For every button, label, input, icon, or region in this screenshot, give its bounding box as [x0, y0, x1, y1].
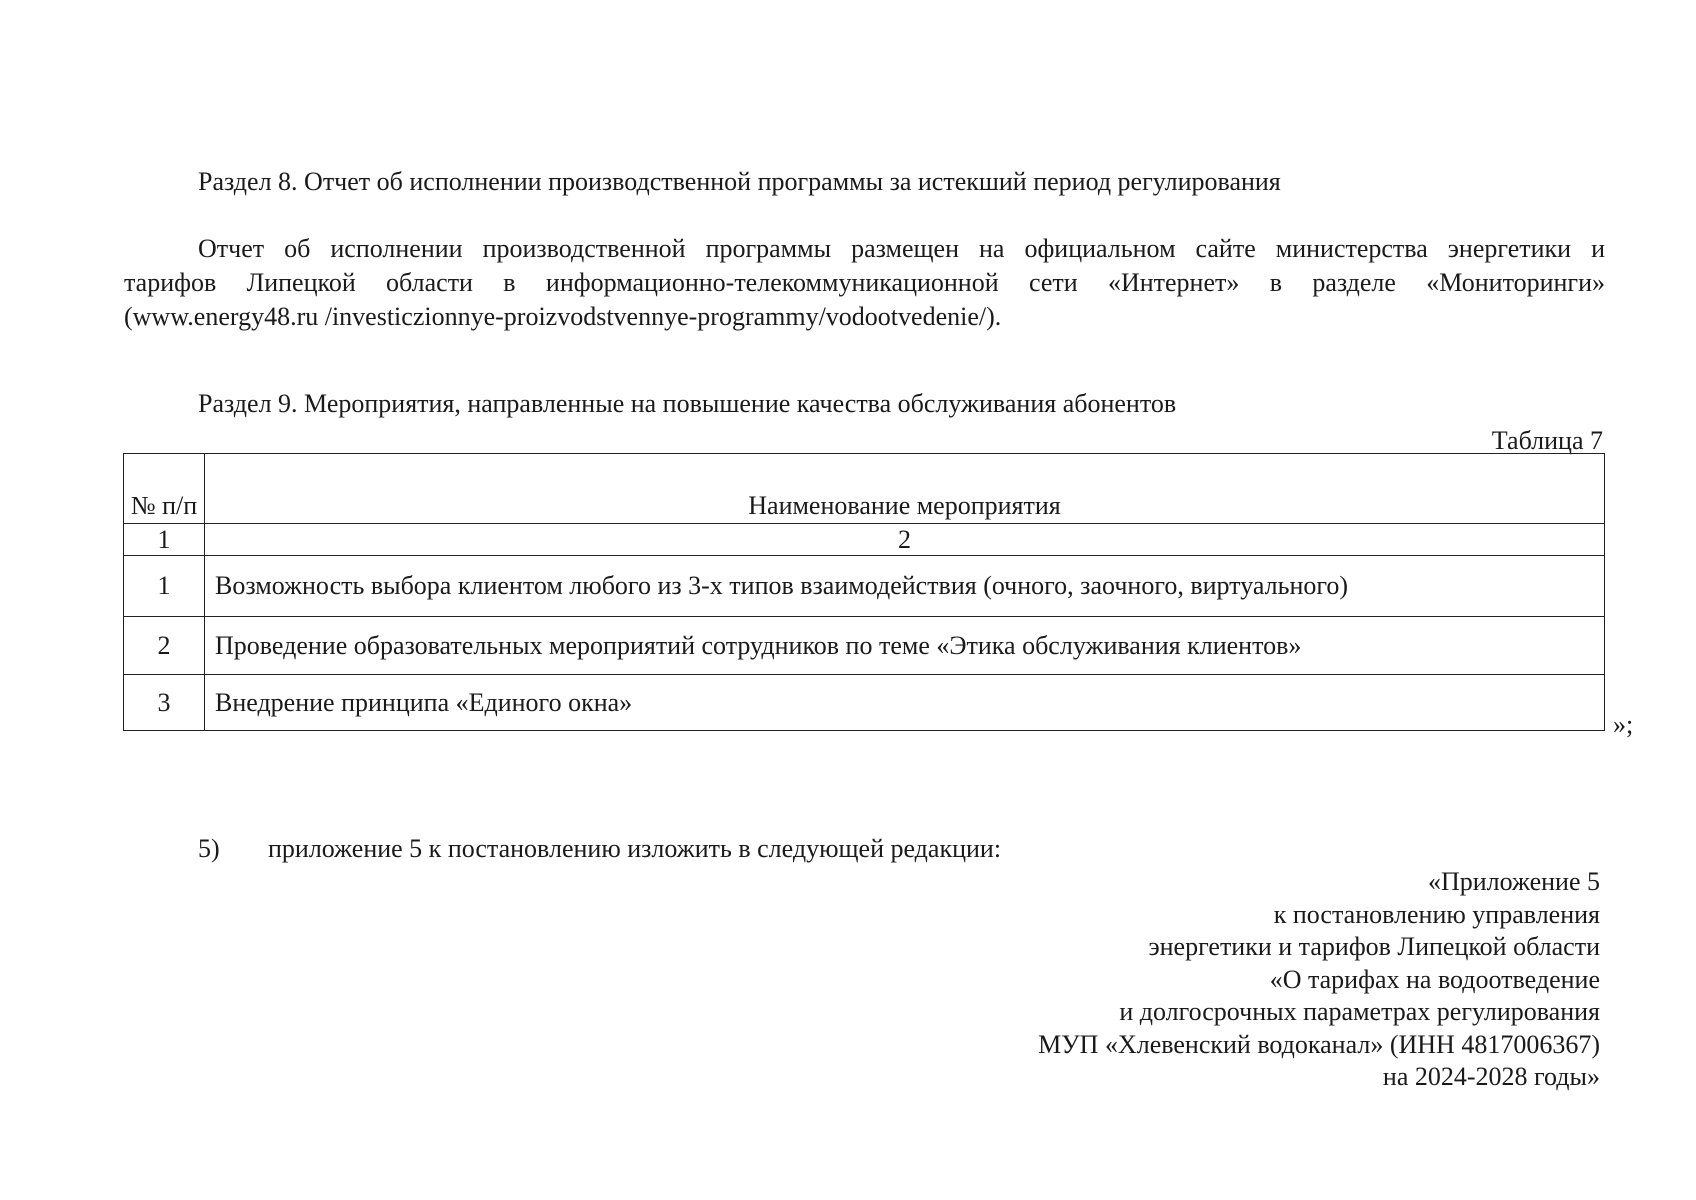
table-index-row [124, 524, 1605, 556]
appendix-header [1038, 866, 1600, 1094]
header-number: № п/п [124, 454, 205, 524]
section-9-heading: Раздел 9. Мероприятия, направленные на повышение качества обслуживания абонентов [198, 389, 1177, 418]
table-caption: Таблица 7 [1491, 426, 1603, 455]
closing-quote-mark: »; [1613, 710, 1634, 739]
item-5-number: 5) [198, 834, 220, 863]
section-8-paragraph [124, 232, 1605, 334]
appendix-line: и долгосрочных параметрах регулирования [1119, 997, 1600, 1026]
appendix-line: энергетики и тарифов Липецкой области [1148, 932, 1600, 961]
appendix-line: к постановлению управления [1273, 899, 1600, 929]
table-row [124, 556, 1605, 617]
appendix-line: на 2024-2028 годы» [1382, 1062, 1600, 1091]
row-name: Проведение образовательных мероприятий сотрудников по теме «Этика обслуживания клиентов» [205, 617, 1605, 675]
paragraph-line: тарифов Липецкой области в информационно-телекоммуникационной сети «Интернет» в разделе «Мониторинги» [124, 268, 1605, 297]
index-cell: 2 [205, 524, 1605, 556]
table-header-row [124, 454, 1605, 524]
appendix-line: МУП «Хлевенский водоканал» (ИНН 4817006367) [1038, 1029, 1600, 1059]
row-number: 1 [124, 556, 205, 617]
paragraph-line: (www.energy48.ru /investiczionnye-proizvodstvennye-programmy/vodootvedenie/). [124, 302, 1002, 331]
paragraph-line: Отчет об исполнении производственной программы размещен на официальном сайте министерства энергетики и [198, 234, 1605, 263]
section-8-heading: Раздел 8. Отчет об исполнении производственной программы за истекший период регулирования [198, 167, 1281, 196]
row-name: Возможность выбора клиентом любого из 3-х типов взаимодействия (очного, заочного, виртуального) [205, 556, 1605, 617]
table-row [124, 675, 1605, 731]
table-row [124, 617, 1605, 675]
appendix-line: «Приложение 5 [1427, 867, 1600, 896]
item-5-text: приложение 5 к постановлению изложить в следующей редакции: [268, 834, 1002, 863]
row-number: 3 [124, 675, 205, 731]
appendix-line: «О тарифах на водоотведение [1269, 964, 1600, 994]
row-name: Внедрение принципа «Единого окна» [205, 675, 1605, 731]
events-table [123, 453, 1605, 731]
row-number: 2 [124, 617, 205, 675]
index-cell: 1 [124, 524, 205, 556]
header-name: Наименование мероприятия [205, 454, 1605, 524]
